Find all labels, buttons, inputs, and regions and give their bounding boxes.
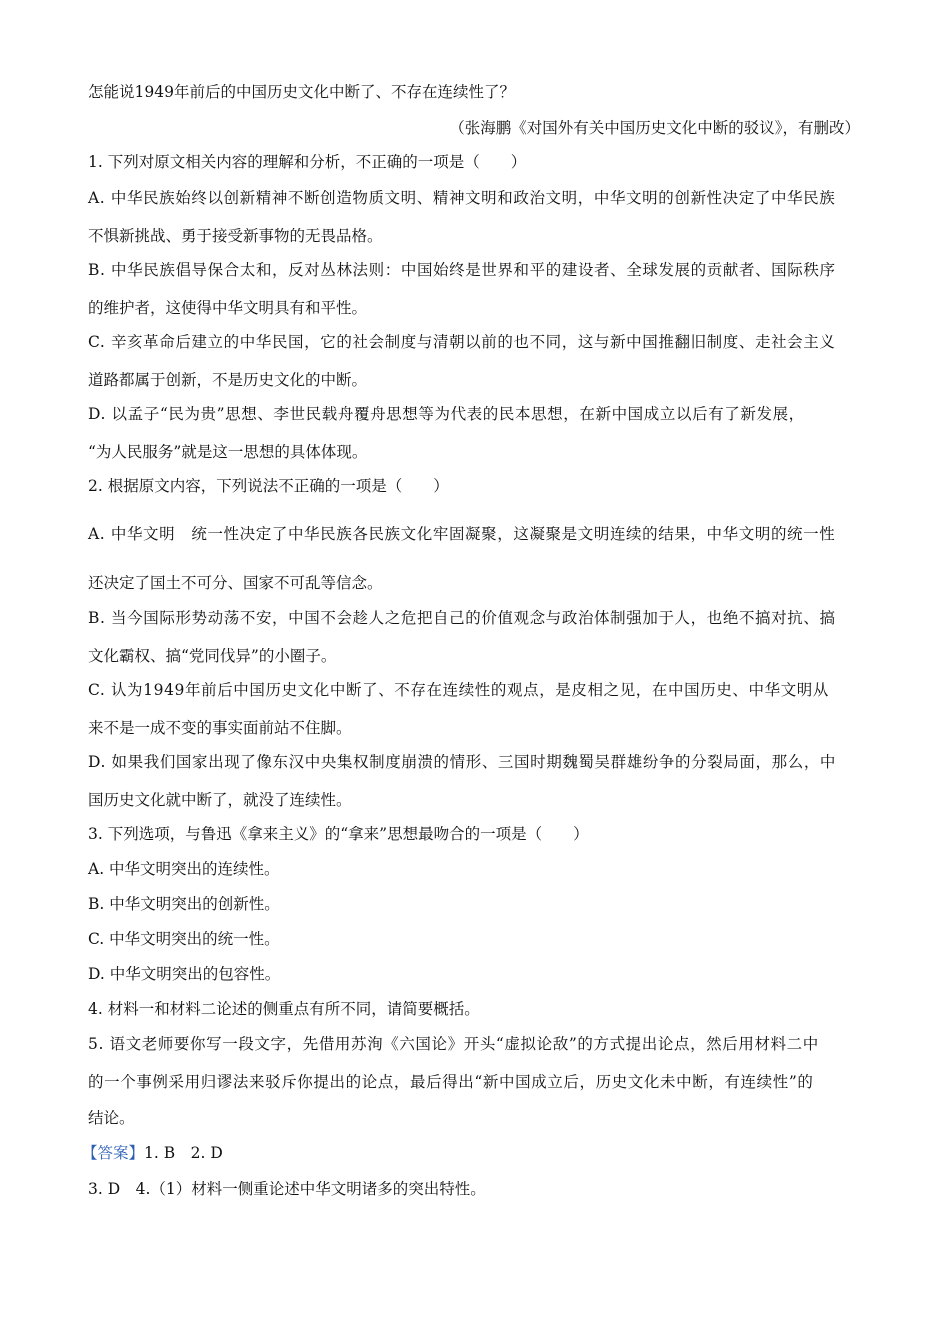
question-4: 4. 材料一和材料二论述的侧重点有所不同，请简要概括。 (88, 1000, 480, 1018)
option-3d: D. 中华文明突出的包容性。 (88, 965, 281, 983)
answer-values: 1. B 2. D (144, 1144, 223, 1162)
option-1d-line-1: D. 以孟子“民为贵”思想、李世民载舟覆舟思想等为代表的民本思想，在新中国成立以后有了新发展， (88, 405, 805, 423)
question-5-line-3: 结论。 (88, 1109, 135, 1127)
option-1a-line-2: 不惧新挑战、勇于接受新事物的无畏品格。 (88, 227, 383, 245)
option-2a-line-1: A. 中华文明 统一性决定了中华民族各民族文化牢固凝聚，这凝聚是文明连续的结果，中华文明的统一性 (88, 525, 836, 543)
option-2a-line-2: 还决定了国土不可分、国家不可乱等信念。 (88, 574, 383, 592)
option-2c-line-1: C. 认为1949年前后中国历史文化中断了、不存在连续性的观点，是皮相之见，在中国历史、中华文明从 (88, 681, 830, 699)
option-3b: B. 中华文明突出的创新性。 (88, 895, 280, 913)
question-5-line-2: 的一个事例采用归谬法来驳斥你提出的论点，最后得出“新中国成立后，历史文化未中断，有连续性”的 (88, 1073, 814, 1091)
source-citation: （张海鹏《对国外有关中国历史文化中断的驳议》，有删改） (449, 119, 860, 137)
question-1: 1. 下列对原文相关内容的理解和分析，不正确的一项是（ ） (88, 153, 527, 171)
answer-tag: 【答案】 (82, 1144, 145, 1162)
option-2c-line-2: 来不是一成不变的事实面前站不住脚。 (88, 719, 352, 737)
answer-line-1 (82, 1141, 223, 1163)
option-3a: A. 中华文明突出的连续性。 (88, 860, 280, 878)
option-1c-line-1: C. 辛亥革命后建立的中华民国，它的社会制度与清朝以前的也不同，这与新中国推翻旧制度、走社会主义 (88, 333, 836, 351)
answer-line-2: 3. D 4.（1）材料一侧重论述中华文明诸多的突出特性。 (88, 1180, 486, 1198)
option-1a-line-1: A. 中华民族始终以创新精神不断创造物质文明、精神文明和政治文明，中华文明的创新性决定了中华民族 (88, 189, 836, 207)
question-3: 3. 下列选项，与鲁迅《拿来主义》的“拿来”思想最吻合的一项是（ ） (88, 825, 589, 843)
option-3c: C. 中华文明突出的统一性。 (88, 930, 280, 948)
option-2d-line-2: 国历史文化就中断了，就没了连续性。 (88, 791, 352, 809)
question-5-line-1: 5. 语文老师要你写一段文字，先借用苏洵《六国论》开头“虚拟论敌”的方式提出论点，然后用材料二中 (88, 1035, 819, 1053)
option-2b-line-1: B. 当今国际形势动荡不安，中国不会趁人之危把自己的价值观念与政治体制强加于人，也绝不搞对抗、搞 (88, 609, 836, 627)
text-line: 怎能说1949年前后的中国历史文化中断了、不存在连续性了？ (88, 83, 515, 101)
option-2b-line-2: 文化霸权、搞“党同伐异”的小圈子。 (88, 647, 337, 665)
option-1b-line-1: B. 中华民族倡导保合太和，反对丛林法则：中国始终是世界和平的建设者、全球发展的贡献者、国际秩序 (88, 261, 836, 279)
option-2d-line-1: D. 如果我们国家出现了像东汉中央集权制度崩溃的情形、三国时期魏蜀吴群雄纷争的分裂局面，那么，中 (88, 753, 837, 771)
option-1d-line-2: “为人民服务”就是这一思想的具体体现。 (88, 443, 368, 461)
option-1c-line-2: 道路都属于创新，不是历史文化的中断。 (88, 371, 368, 389)
question-2: 2. 根据原文内容，下列说法不正确的一项是（ ） (88, 477, 449, 495)
option-1b-line-2: 的维护者，这使得中华文明具有和平性。 (88, 299, 368, 317)
